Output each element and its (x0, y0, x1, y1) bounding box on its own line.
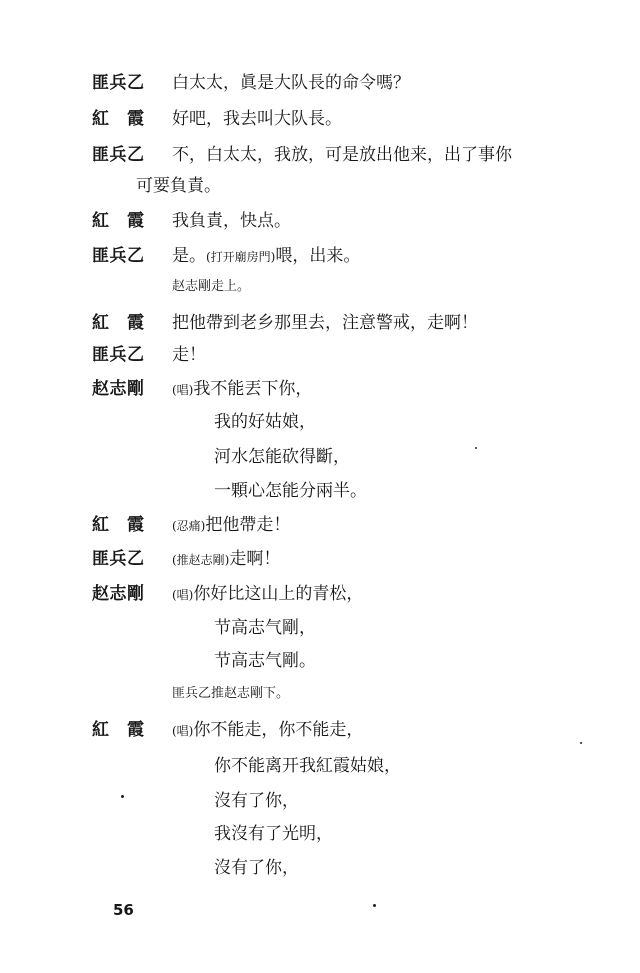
speaker-label: 匪兵乙 (92, 73, 145, 93)
stage-direction: (唱) (172, 383, 194, 397)
stage-direction: 匪兵乙推赵志剛下。 (172, 686, 290, 701)
stage-direction: (唱) (172, 724, 194, 738)
speaker-label: 赵志剛 (92, 379, 145, 399)
stage-direction: (唱) (172, 588, 194, 602)
speaker-label: 匪兵乙 (92, 145, 145, 165)
song-line: 节高志气剛， (214, 618, 316, 638)
dialogue-text: 把他帶走！ (205, 515, 291, 535)
stage-direction: (忍痛) (172, 519, 206, 533)
dialogue-line (172, 586, 363, 603)
dialogue-line: 走！ (172, 345, 206, 365)
song-line: 节高志气剛。 (214, 651, 316, 671)
dialogue-line: 白太太，眞是大队長的命令嗎？ (172, 73, 410, 93)
song-line: 我的好姑娘， (214, 412, 316, 432)
dialogue-line: 好吧，我去叫大队長。 (172, 109, 342, 129)
dialogue-text: 走啊！ (229, 549, 281, 569)
song-line: 你不能离开我紅霞姑娘， (214, 756, 401, 776)
dialogue-text: 你不能走，你不能走， (193, 720, 364, 740)
dialogue-line (172, 517, 290, 534)
dialogue-line: 我負責，快点。 (172, 211, 291, 231)
dialogue-line (172, 381, 312, 398)
speaker-label: 紅 霞 (92, 515, 145, 535)
dialogue-line: 不，白太太，我放，可是放出他来，出了事你 (172, 145, 512, 165)
speaker-label: 紅 霞 (92, 720, 145, 740)
song-line: 我沒有了光明， (214, 824, 333, 844)
dialogue-line (172, 722, 363, 739)
song-line: 河水怎能砍得斷， (214, 447, 350, 467)
dialogue-text: 你好比这山上的青松， (193, 584, 364, 604)
speaker-label: 匪兵乙 (92, 345, 145, 365)
speaker-label: 匪兵乙 (92, 549, 145, 569)
scan-speck (121, 795, 124, 798)
dialogue-text: 是。 (172, 246, 206, 266)
stage-direction: (打开廟房門) (206, 250, 276, 264)
scan-speck (373, 904, 376, 907)
dialogue-text: 喂，出来。 (275, 246, 361, 266)
song-line: 一顆心怎能分兩半。 (214, 481, 367, 501)
dialogue-line (172, 248, 360, 265)
stage-direction: (推赵志剛) (172, 553, 230, 567)
scan-speck (580, 742, 582, 744)
page-number: 56 (113, 901, 134, 919)
dialogue-line: 可要負責。 (136, 176, 221, 196)
song-line: 沒有了你， (214, 791, 299, 811)
scan-speck (475, 447, 477, 449)
stage-direction: 赵志剛走上。 (172, 279, 251, 294)
speaker-label: 赵志剛 (92, 584, 145, 604)
speaker-label: 紅 霞 (92, 211, 145, 231)
speaker-label: 紅 霞 (92, 313, 145, 333)
song-line: 沒有了你， (214, 858, 299, 878)
speaker-label: 紅 霞 (92, 109, 145, 129)
dialogue-text: 我不能丟下你， (193, 379, 313, 399)
dialogue-line (172, 551, 280, 568)
speaker-label: 匪兵乙 (92, 246, 145, 266)
dialogue-line: 把他帶到老乡那里去，注意警戒，走啊！ (172, 313, 478, 333)
